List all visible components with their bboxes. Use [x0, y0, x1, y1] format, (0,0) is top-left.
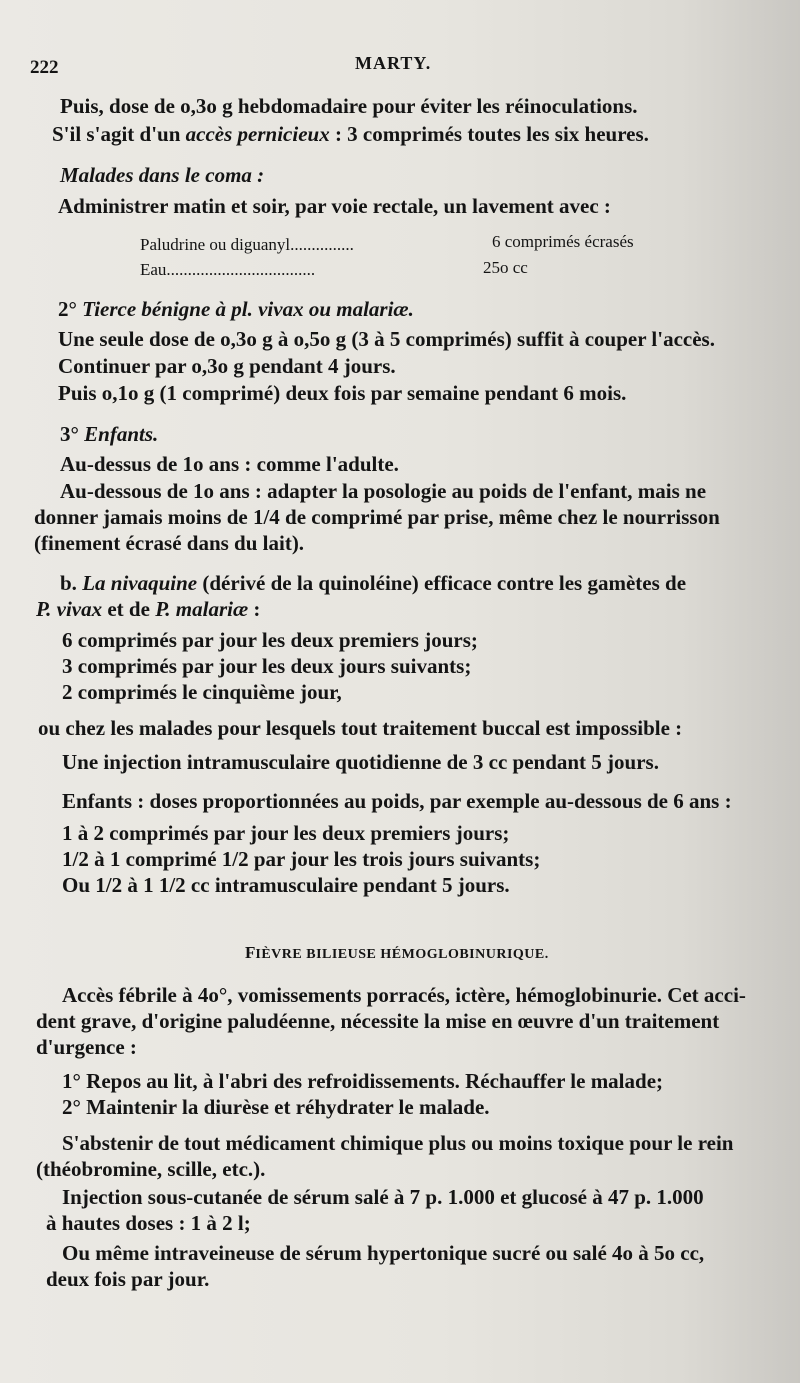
text-line: donner jamais moins de 1/4 de comprimé par prise, même chez le nourrisson	[34, 505, 720, 529]
text-line: Au-dessous de 1o ans : adapter la posologie au poids de l'enfant, mais ne	[60, 479, 707, 503]
text-line: (théobromine, scille, etc.).	[36, 1157, 266, 1181]
text-line: Au-dessus de 1o ans : comme l'adulte.	[60, 452, 399, 476]
subheading: 3° Enfants.	[60, 422, 159, 446]
text-line: ou chez les malades pour lesquels tout traitement buccal est impossible :	[38, 716, 683, 740]
text-line: Puis o,1o g (1 comprimé) deux fois par semaine pendant 6 mois.	[58, 381, 627, 405]
text-line: S'abstenir de tout médicament chimique plus ou moins toxique pour le rein	[62, 1131, 734, 1155]
text-line: P. vivax et de P. malariæ :	[36, 597, 261, 621]
text-line: Administrer matin et soir, par voie rectale, un lavement avec :	[58, 194, 611, 218]
text-line: Une injection intramusculaire quotidienne de 3 cc pendant 5 jours.	[62, 750, 659, 774]
text-line: Accès fébrile à 4o°, vomissements porracés, ictère, hémoglobinurie. Cet acci-	[62, 983, 746, 1007]
text-line: 1° Repos au lit, à l'abri des refroidissements. Réchauffer le malade;	[62, 1069, 664, 1093]
text-line: Une seule dose de o,3o g à o,5o g (3 à 5 comprimés) suffit à couper l'accès.	[58, 327, 715, 351]
section-heading: FIÈVRE BILIEUSE HÉMOGLOBINURIQUE.	[245, 943, 549, 962]
text-line: dent grave, d'origine paludéenne, nécessite la mise en œuvre d'un traitement	[36, 1009, 720, 1033]
text-line: S'il s'agit d'un accès pernicieux : 3 comprimés toutes les six heures.	[52, 122, 649, 146]
subheading: Malades dans le coma :	[60, 163, 265, 187]
text-line: 2° Maintenir la diurèse et réhydrater le malade.	[62, 1095, 490, 1119]
text-line: 1/2 à 1 comprimé 1/2 par jour les trois jours suivants;	[62, 847, 541, 871]
page-number: 222	[30, 57, 59, 78]
text-line: 6 comprimés écrasés	[492, 232, 634, 251]
text-line: à hautes doses : 1 à 2 l;	[46, 1211, 251, 1235]
text-line: Continuer par o,3o g pendant 4 jours.	[58, 354, 396, 378]
text-line: Ou 1/2 à 1 1/2 cc intramusculaire pendant 5 jours.	[62, 873, 510, 897]
text-line: Enfants : doses proportionnées au poids, par exemple au-dessous de 6 ans :	[62, 789, 732, 813]
text-line: d'urgence :	[36, 1035, 137, 1059]
text-line: (finement écrasé dans du lait).	[34, 531, 305, 555]
text-line: b. La nivaquine (dérivé de la quinoléine) efficace contre les gamètes de	[60, 571, 687, 595]
text-line: Eau...................................	[140, 260, 316, 279]
subheading: 2° Tierce bénigne à pl. vivax ou malariæ.	[58, 297, 414, 321]
text-line: Ou même intraveineuse de sérum hypertonique sucré ou salé 4o à 5o cc,	[62, 1241, 705, 1265]
text-line: 2 comprimés le cinquième jour,	[62, 680, 342, 704]
text-line: Injection sous-cutanée de sérum salé à 7 p. 1.000 et glucosé à 47 p. 1.000	[62, 1185, 704, 1209]
text-line: 25o cc	[483, 258, 528, 277]
text-line: 6 comprimés par jour les deux premiers jours;	[62, 628, 478, 652]
running-title: MARTY.	[355, 53, 432, 73]
text-line: 1 à 2 comprimés par jour les deux premiers jours;	[62, 821, 510, 845]
text-line: Puis, dose de o,3o g hebdomadaire pour éviter les réinoculations.	[60, 94, 638, 118]
text-line: deux fois par jour.	[46, 1267, 210, 1291]
text-line: Paludrine ou diguanyl...............	[140, 235, 354, 254]
text-line: 3 comprimés par jour les deux jours suivants;	[62, 654, 472, 678]
